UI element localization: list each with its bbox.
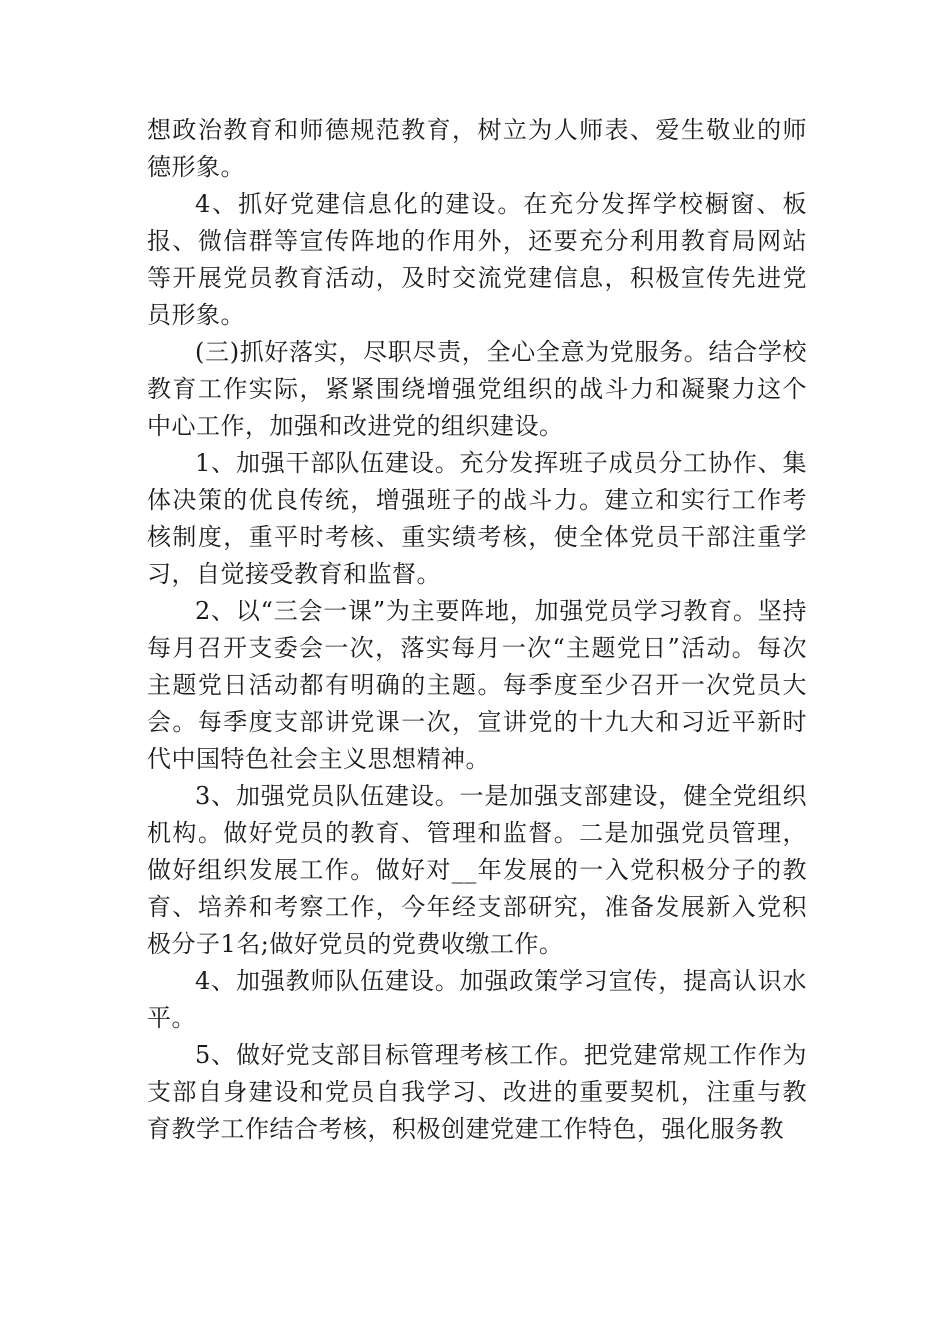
paragraph-5: 2、以“三会一课”为主要阵地，加强党员学习教育。坚持每月召开支委会一次，落实每月一次“主题党日”活动。每次主题党日活动都有明确的主题。每季度至少召开一次党员大会。每季度支部讲党课一次，宣讲党的十九大和习近平新时代中国特色社会主义思想精神。 [147, 597, 807, 773]
paragraph-6: 3、加强党员队伍建设。一是加强支部建设，健全党组织机构。做好党员的教育、管理和监督。二是加强党员管理，做好组织发展工作。做好对__年发展的一入党积极分子的教育、培养和考察工作，今年经支部研究，准备发展新入党积极分子1名;做好党员的党费收缴工作。 [147, 782, 807, 958]
document-body [147, 112, 807, 1148]
paragraph-1: 想政治教育和师德规范教育，树立为人师表、爱生敬业的师德形象。 [147, 116, 807, 181]
paragraph-8: 5、做好党支部目标管理考核工作。把党建常规工作作为支部自身建设和党员自我学习、改进的重要契机，注重与教育教学工作结合考核，积极创建党建工作特色，强化服务教 [147, 1041, 807, 1143]
paragraph-2: 4、抓好党建信息化的建设。在充分发挥学校橱窗、板报、微信群等宣传阵地的作用外，还要充分利用教育局网站等开展党员教育活动，及时交流党建信息，积极宣传先进党员形象。 [147, 190, 807, 329]
paragraph-3: (三)抓好落实，尽职尽责，全心全意为党服务。结合学校教育工作实际，紧紧围绕增强党组织的战斗力和凝聚力这个中心工作，加强和改进党的组织建设。 [147, 338, 807, 440]
paragraph-7: 4、加强教师队伍建设。加强政策学习宣传，提高认识水平。 [147, 967, 807, 1032]
paragraph-4: 1、加强干部队伍建设。充分发挥班子成员分工协作、集体决策的优良传统，增强班子的战斗力。建立和实行工作考核制度，重平时考核、重实绩考核，使全体党员干部注重学习，自觉接受教育和监督。 [147, 449, 807, 588]
